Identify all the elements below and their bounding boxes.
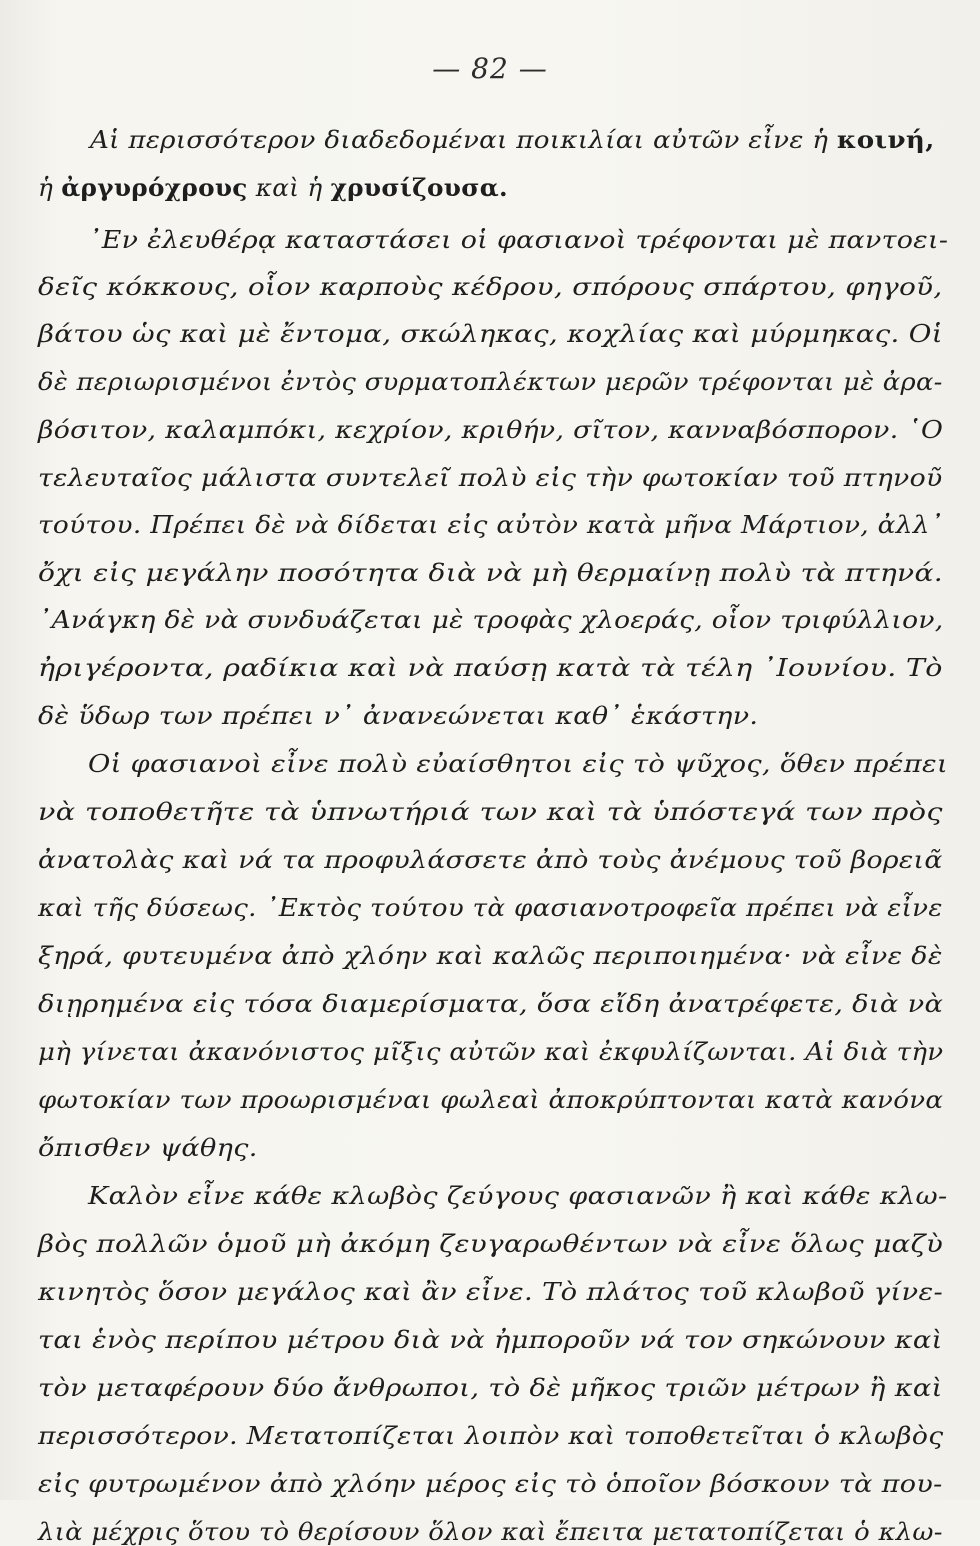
- text-line: [88, 1184, 948, 1208]
- text-line: [88, 228, 948, 252]
- text-run: περισσότερον. Μετατοπίζεται λοιπὸν καὶ τοποθετεῖται ὁ κλωβὸς: [38, 1422, 944, 1450]
- bold-term: χρυσίζουσα.: [330, 173, 508, 202]
- text-run: ᾿Ανάγκη δὲ νὰ συνδυάζεται μὲ τροφὰς χλοεράς, οἷον τριφύλλιον,: [38, 606, 944, 634]
- text-line: [90, 125, 935, 154]
- text-run: τελευταῖος μάλιστα συντελεῖ πολὺ εἰς τὴν φωτοκίαν τοῦ πτηνοῦ: [38, 464, 943, 492]
- text-line: [38, 513, 943, 537]
- text-line: [38, 1328, 943, 1352]
- text-line: [38, 370, 943, 394]
- text-run: δὲ ὕδωρ των πρέπει ν᾿ ἀνανεώνεται καθ᾿ ἑκάστην.: [38, 702, 759, 730]
- text-run: ὄχι εἰς μεγάλην ποσότητα διὰ νὰ μὴ θερμαίνῃ πολὺ τὰ πτηνά.: [38, 559, 944, 587]
- text-run: βόσιτον, καλαμπόκι, κεχρίον, κριθήν, σῖτον, κανναβόσπορον. ῾Ο: [38, 416, 944, 444]
- text-run: Οἱ φασιανοὶ εἶνε πολὺ εὐαίσθητοι εἰς τὸ ψῦχος, ὅθεν πρέπει: [88, 750, 948, 778]
- text-line: [38, 1232, 943, 1256]
- text-run: ξηρά, φυτευμένα ἀπὸ χλόην καὶ καλῶς περιποιημένα· νὰ εἶνε δὲ: [38, 942, 943, 970]
- text-line: [88, 752, 948, 776]
- text-run: τούτου. Πρέπει δὲ νὰ δίδεται εἰς αὐτὸν κατὰ μῆνα Μάρτιον, ἀλλ᾿: [38, 511, 944, 539]
- text-line: [38, 561, 943, 585]
- text-line: [38, 466, 943, 490]
- text-run: τὸν μεταφέρουν δύο ἄνθρωποι, τὸ δὲ μῆκος τριῶν μέτρων ἢ καὶ: [38, 1374, 943, 1402]
- text-line: [38, 704, 758, 728]
- text-run: λιὰ μέχρις ὅτου τὸ θερίσουν ὅλον καὶ ἔπειτα μετατοπίζεται ὁ κλω-: [38, 1518, 943, 1546]
- text-run: ὄπισθεν ψάθης.: [38, 1134, 258, 1162]
- text-run: Αἱ περισσότερον διαδεδομέναι ποικιλίαι αὐτῶν εἶνε ἡ: [90, 126, 837, 154]
- text-run: δὲ περιωρισμένοι ἐντὸς συρματοπλέκτων μερῶν τρέφονται μὲ ἀρα-: [38, 368, 943, 396]
- text-run: ἠριγέροντα, ραδίκια καὶ νὰ παύσῃ κατὰ τὰ τέλη ᾿Ιουνίου. Τὸ: [38, 654, 943, 682]
- text-run: ἀνατολὰς καὶ νά τα προφυλάσσετε ἀπὸ τοὺς ἀνέμους τοῦ βορειᾶ: [38, 846, 943, 874]
- page-number: — 82 —: [432, 52, 548, 85]
- text-run: καὶ ἡ: [247, 174, 331, 202]
- text-line: [38, 1280, 943, 1304]
- text-line: [38, 418, 943, 442]
- text-line: [38, 800, 943, 824]
- bold-term: ἀργυρόχρους: [61, 173, 248, 202]
- text-line: [38, 944, 943, 968]
- text-line: [38, 1040, 943, 1064]
- text-run: εἰς φυτρωμένον ἀπὸ χλόην μέρος εἰς τὸ ὁποῖον βόσκουν τὰ που-: [38, 1470, 943, 1498]
- text-line: [38, 1472, 943, 1496]
- text-run: μὴ γίνεται ἀκανόνιστος μῖξις αὐτῶν καὶ ἐκφυλίζωνται. Αἱ διὰ τὴν: [38, 1038, 944, 1066]
- text-run: βὸς πολλῶν ὁμοῦ μὴ ἀκόμη ζευγαρωθέντων νὰ εἶνε ὅλως μαζὺ: [38, 1230, 944, 1258]
- text-run: Καλὸν εἶνε κάθε κλωβὸς ζεύγους φασιανῶν ἢ καὶ κάθε κλω-: [88, 1182, 948, 1210]
- text-line: [38, 992, 943, 1016]
- text-line: [38, 173, 508, 202]
- text-run: ᾿Εν ἐλευθέρᾳ καταστάσει οἱ φασιανοὶ τρέφονται μὲ παντοει-: [88, 226, 949, 254]
- text-line: [38, 1424, 944, 1448]
- text-line: [38, 896, 943, 920]
- text-run: νὰ τοποθετῆτε τὰ ὑπνωτήριά των καὶ τὰ ὑπόστεγά των πρὸς: [38, 798, 943, 826]
- text-line: [38, 848, 943, 872]
- text-line: [38, 656, 943, 680]
- text-run: ἡ: [38, 174, 62, 202]
- text-line: [38, 1376, 943, 1400]
- text-line: [38, 1136, 258, 1160]
- text-run: καὶ τῆς δύσεως. ᾿Εκτὸς τούτου τὰ φασιανοτροφεῖα πρέπει νὰ εἶνε: [38, 894, 943, 922]
- text-run: φωτοκίαν των προωρισμέναι φωλεαὶ ἀποκρύπτονται κατὰ κανόνα: [38, 1086, 944, 1114]
- text-run: κινητὸς ὅσον μεγάλος καὶ ἂν εἶνε. Τὸ πλάτος τοῦ κλωβοῦ γίνε-: [38, 1278, 944, 1306]
- text-run: δεῖς κόκκους, οἷον καρποὺς κέδρου, σπόρους σπάρτου, φηγοῦ,: [38, 273, 943, 301]
- text-run: ται ἑνὸς περίπου μέτρου διὰ νὰ ἠμποροῦν νά τον σηκώνουν καὶ: [38, 1326, 943, 1354]
- text-line: [38, 608, 944, 632]
- text-run: βάτου ὡς καὶ μὲ ἔντομα, σκώληκας, κοχλίας καὶ μύρμηκας. Οἱ: [38, 320, 943, 348]
- text-line: [38, 1088, 943, 1112]
- bold-term: κοινή,: [836, 125, 935, 154]
- text-run: διῃρημένα εἰς τόσα διαμερίσματα, ὅσα εἴδη ἀνατρέφετε, διὰ νὰ: [38, 990, 944, 1018]
- text-line: [38, 1520, 943, 1544]
- text-line: [38, 275, 943, 299]
- text-line: [38, 322, 943, 346]
